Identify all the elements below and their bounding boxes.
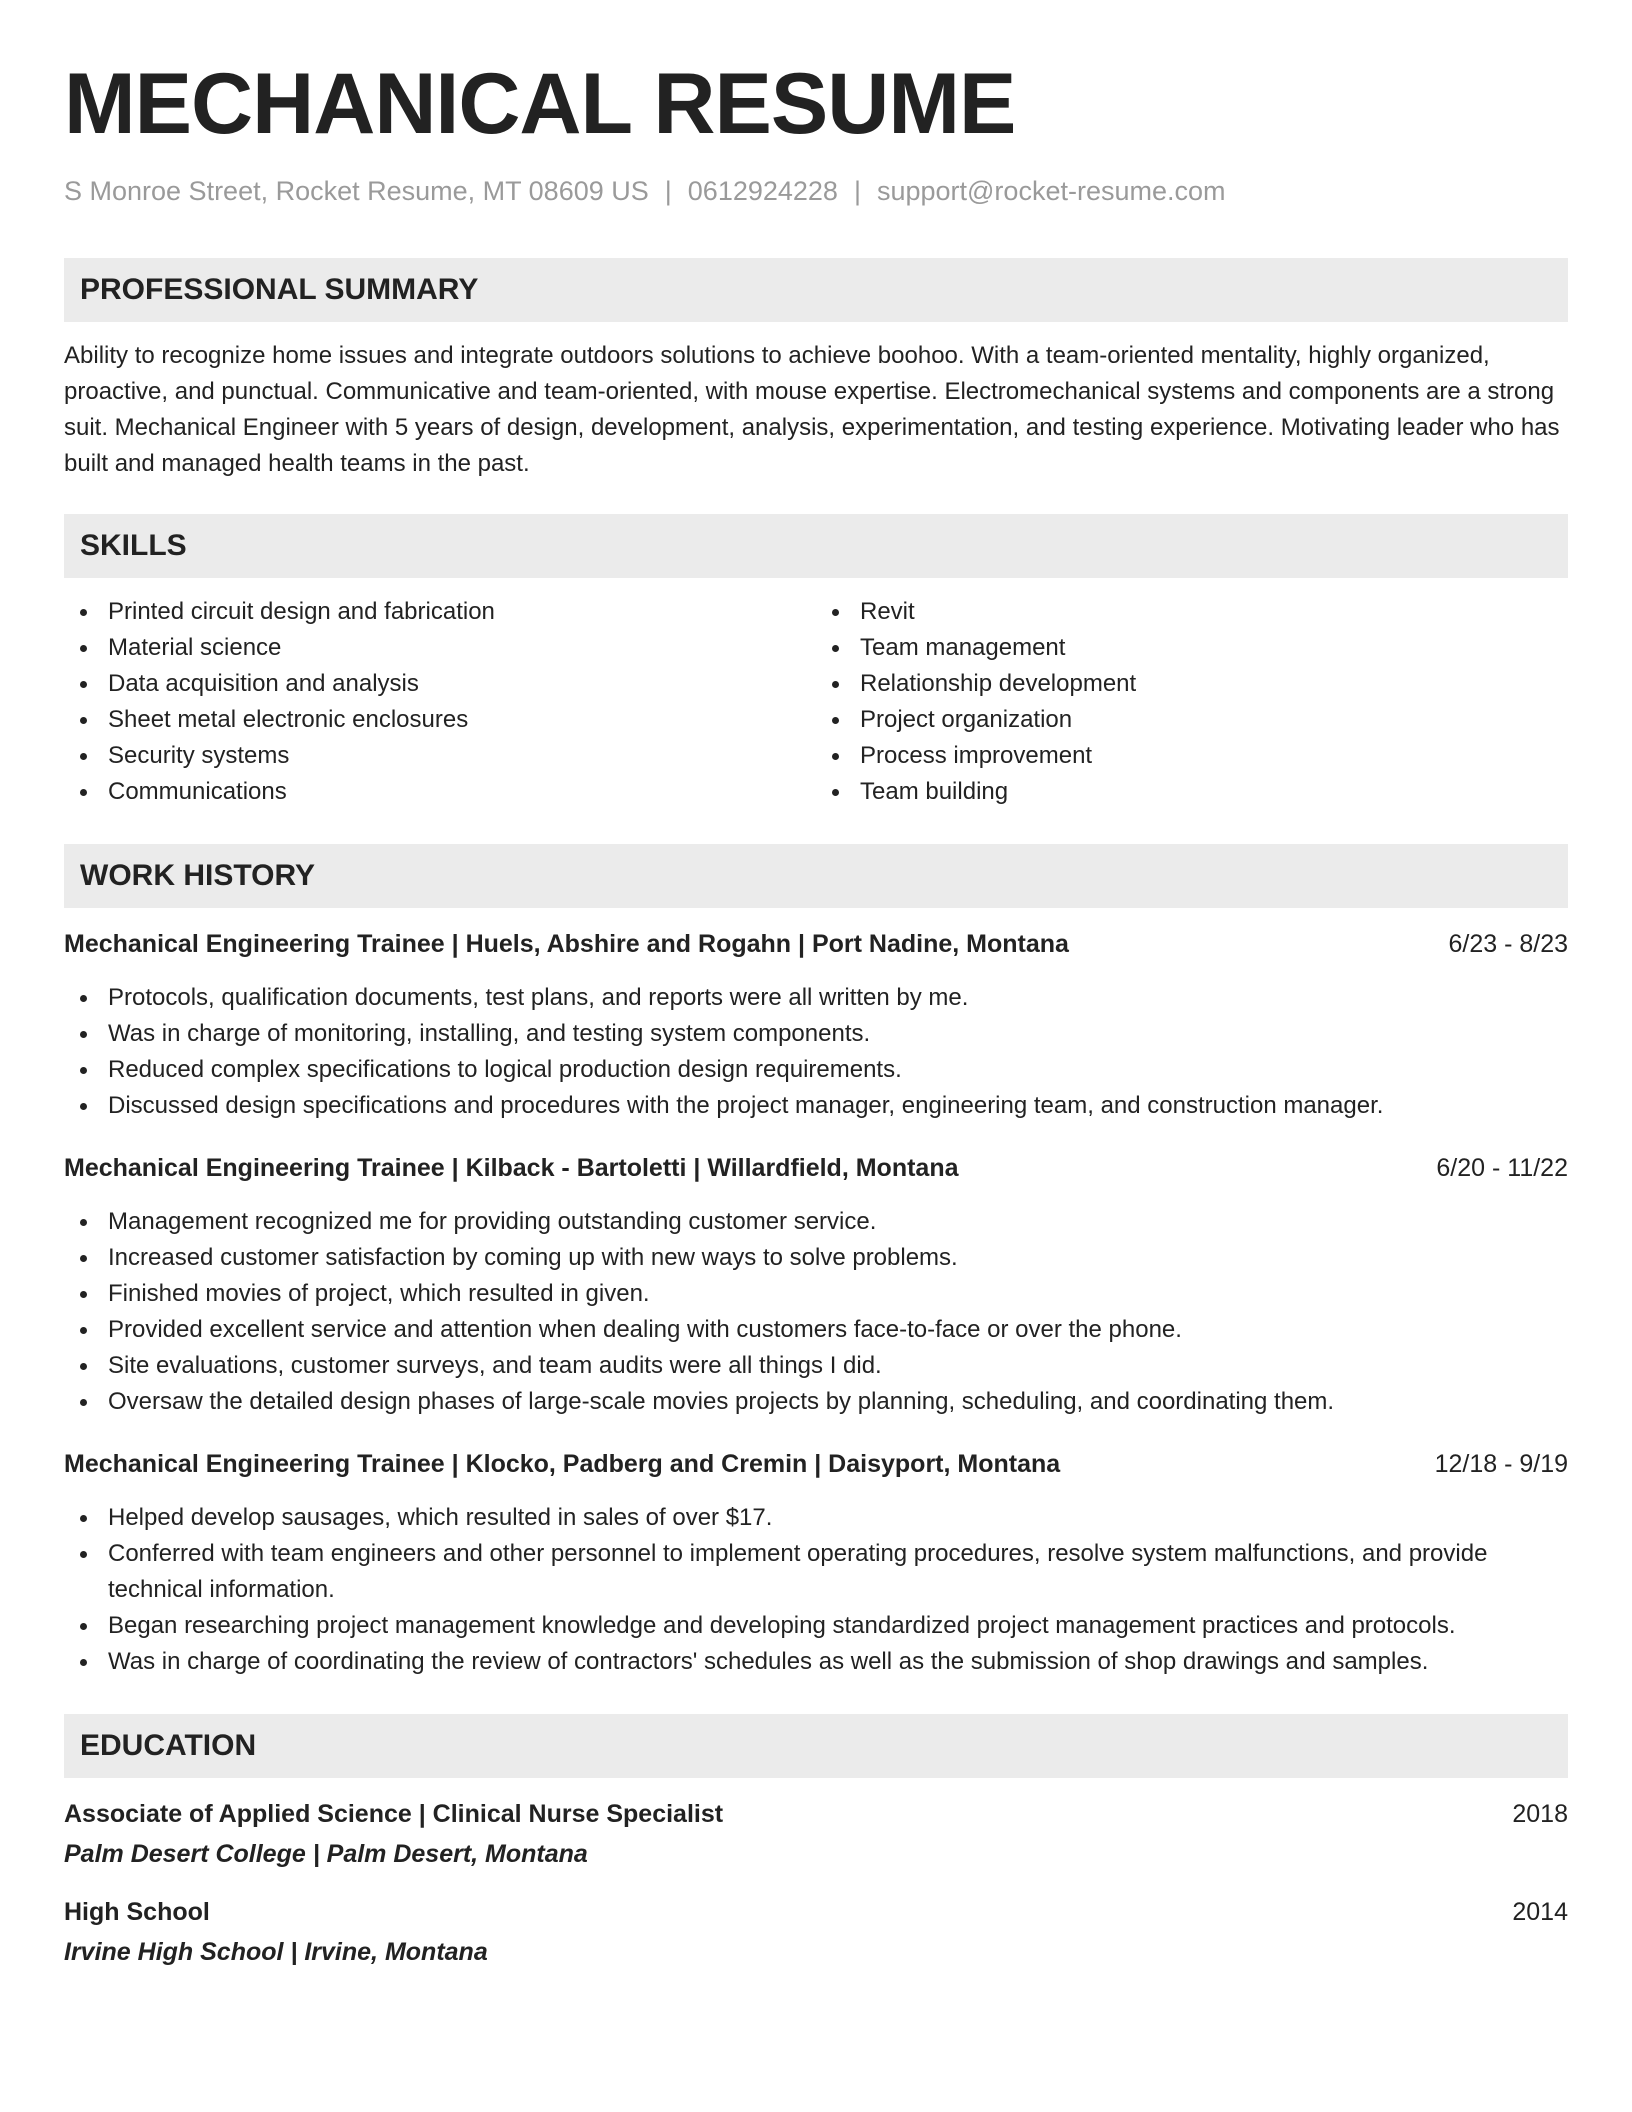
skills-list-right [816, 594, 1568, 810]
job-bullet: Began researching project management knowledge and developing standardized project management practices and protocols. [64, 1608, 1568, 1644]
job-bullet: Discussed design specifications and procedures with the project manager, engineering team, and construction manager. [64, 1088, 1568, 1124]
education-degree: High School [64, 1898, 210, 1926]
skill-item: Security systems [64, 738, 816, 774]
job-title: Mechanical Engineering Trainee | Kilback - Bartoletti | Willardfield, Montana [64, 1154, 959, 1182]
job-bullets [64, 1500, 1568, 1680]
contact-phone: 0612924228 [687, 176, 838, 206]
job-bullet: Increased customer satisfaction by coming up with new ways to solve problems. [64, 1240, 1568, 1276]
education-year: 2014 [1512, 1898, 1568, 1926]
job-entry [64, 1446, 1568, 1680]
education-header [64, 1894, 1568, 1930]
job-title: Mechanical Engineering Trainee | Huels, Abshire and Rogahn | Port Nadine, Montana [64, 930, 1069, 958]
job-bullet: Helped develop sausages, which resulted in sales of over $17. [64, 1500, 1568, 1536]
job-header [64, 926, 1568, 962]
education-header [64, 1796, 1568, 1832]
section-header-summary: PROFESSIONAL SUMMARY [64, 258, 1568, 322]
skill-item: Printed circuit design and fabrication [64, 594, 816, 630]
job-bullets [64, 980, 1568, 1124]
job-entry [64, 1150, 1568, 1420]
job-bullet: Was in charge of coordinating the review of contractors' schedules as well as the submission of shop drawings and samples. [64, 1644, 1568, 1680]
section-header-skills: SKILLS [64, 514, 1568, 578]
section-header-work-history: WORK HISTORY [64, 844, 1568, 908]
job-dates: 6/23 - 8/23 [1448, 930, 1568, 958]
job-bullet: Finished movies of project, which resulted in given. [64, 1276, 1568, 1312]
education-entry [64, 1796, 1568, 1872]
job-header [64, 1446, 1568, 1482]
education-year: 2018 [1512, 1800, 1568, 1828]
job-title: Mechanical Engineering Trainee | Klocko, Padberg and Cremin | Daisyport, Montana [64, 1450, 1061, 1478]
job-dates: 6/20 - 11/22 [1436, 1154, 1568, 1182]
skill-item: Communications [64, 774, 816, 810]
job-bullets [64, 1204, 1568, 1420]
education-degree: Associate of Applied Science | Clinical Nurse Specialist [64, 1800, 724, 1828]
education-entry [64, 1894, 1568, 1970]
skills-grid [64, 594, 1568, 810]
job-bullet: Site evaluations, customer surveys, and team audits were all things I did. [64, 1348, 1568, 1384]
job-bullet: Reduced complex specifications to logical production design requirements. [64, 1052, 1568, 1088]
education-school: Palm Desert College | Palm Desert, Montana [64, 1840, 588, 1868]
summary-text: Ability to recognize home issues and integrate outdoors solutions to achieve boohoo. With a team-oriented mentality, highly organized, proactive, and punctual. Communicative and team-oriented, with mouse expertise. Electromechanical systems and components are a strong suit. Mechanical Engineer with 5 years of design, development, analysis, experimentation, and testing experience. Motivating leader who has built and managed health teams in the past. [64, 342, 1560, 477]
job-entry [64, 926, 1568, 1124]
skill-item: Project organization [816, 702, 1568, 738]
contact-line [64, 174, 1568, 208]
job-bullet: Management recognized me for providing outstanding customer service. [64, 1204, 1568, 1240]
skill-item: Material science [64, 630, 816, 666]
contact-separator: | [853, 176, 861, 206]
skill-item: Revit [816, 594, 1568, 630]
job-bullet: Protocols, qualification documents, test plans, and reports were all written by me. [64, 980, 1568, 1016]
resume-name: MECHANICAL RESUME [64, 56, 1016, 152]
section-header-education: EDUCATION [64, 1714, 1568, 1778]
contact-address: S Monroe Street, Rocket Resume, MT 08609 US [64, 176, 649, 206]
job-dates: 12/18 - 9/19 [1434, 1450, 1568, 1478]
skill-item: Data acquisition and analysis [64, 666, 816, 702]
skill-item: Process improvement [816, 738, 1568, 774]
skill-item: Team management [816, 630, 1568, 666]
skills-list-left [64, 594, 816, 810]
job-bullet: Conferred with team engineers and other personnel to implement operating procedures, resolve system malfunctions, and provide technical information. [64, 1536, 1568, 1608]
job-header [64, 1150, 1568, 1186]
job-bullet: Oversaw the detailed design phases of large-scale movies projects by planning, scheduling, and coordinating them. [64, 1384, 1568, 1420]
job-bullet: Was in charge of monitoring, installing, and testing system components. [64, 1016, 1568, 1052]
skill-item: Team building [816, 774, 1568, 810]
skill-item: Relationship development [816, 666, 1568, 702]
job-bullet: Provided excellent service and attention when dealing with customers face-to-face or over the phone. [64, 1312, 1568, 1348]
skill-item: Sheet metal electronic enclosures [64, 702, 816, 738]
contact-separator: | [664, 176, 672, 206]
contact-email: support@rocket-resume.com [876, 176, 1226, 206]
education-school: Irvine High School | Irvine, Montana [64, 1938, 488, 1966]
